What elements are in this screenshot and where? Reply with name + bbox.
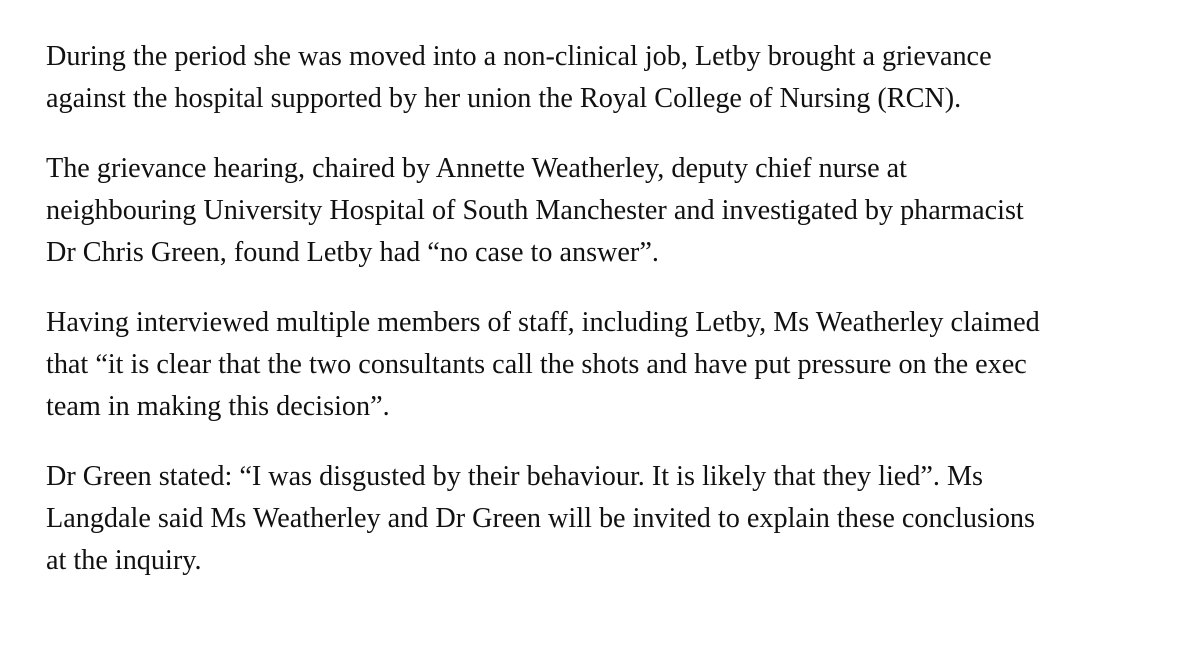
paragraph-weatherley-claim: [46, 302, 1176, 428]
paragraph-grievance-hearing: [46, 148, 1176, 274]
paragraph-line: Langdale said Ms Weatherley and Dr Green will be invited to explain these conclusions: [46, 503, 1035, 534]
paragraph-line: During the period she was moved into a non-clinical job, Letby brought a grievance: [46, 41, 992, 72]
paragraph-line: team in making this decision”.: [46, 391, 390, 422]
article-body: [46, 36, 1176, 610]
paragraph-line: Dr Chris Green, found Letby had “no case to answer”.: [46, 237, 659, 268]
paragraph-grievance-intro: [46, 36, 1176, 120]
paragraph-line: against the hospital supported by her union the Royal College of Nursing (RCN).: [46, 83, 962, 114]
paragraph-green-statement: [46, 456, 1176, 582]
paragraph-line: The grievance hearing, chaired by Annette Weatherley, deputy chief nurse at: [46, 153, 907, 184]
paragraph-line: Dr Green stated: “I was disgusted by their behaviour. It is likely that they lied”. Ms: [46, 461, 984, 492]
paragraph-line: Having interviewed multiple members of staff, including Letby, Ms Weatherley claimed: [46, 307, 1040, 338]
paragraph-line: that “it is clear that the two consultants call the shots and have put pressure on the exec: [46, 349, 1027, 380]
paragraph-line: at the inquiry.: [46, 545, 202, 576]
paragraph-line: neighbouring University Hospital of South Manchester and investigated by pharmacist: [46, 195, 1024, 226]
